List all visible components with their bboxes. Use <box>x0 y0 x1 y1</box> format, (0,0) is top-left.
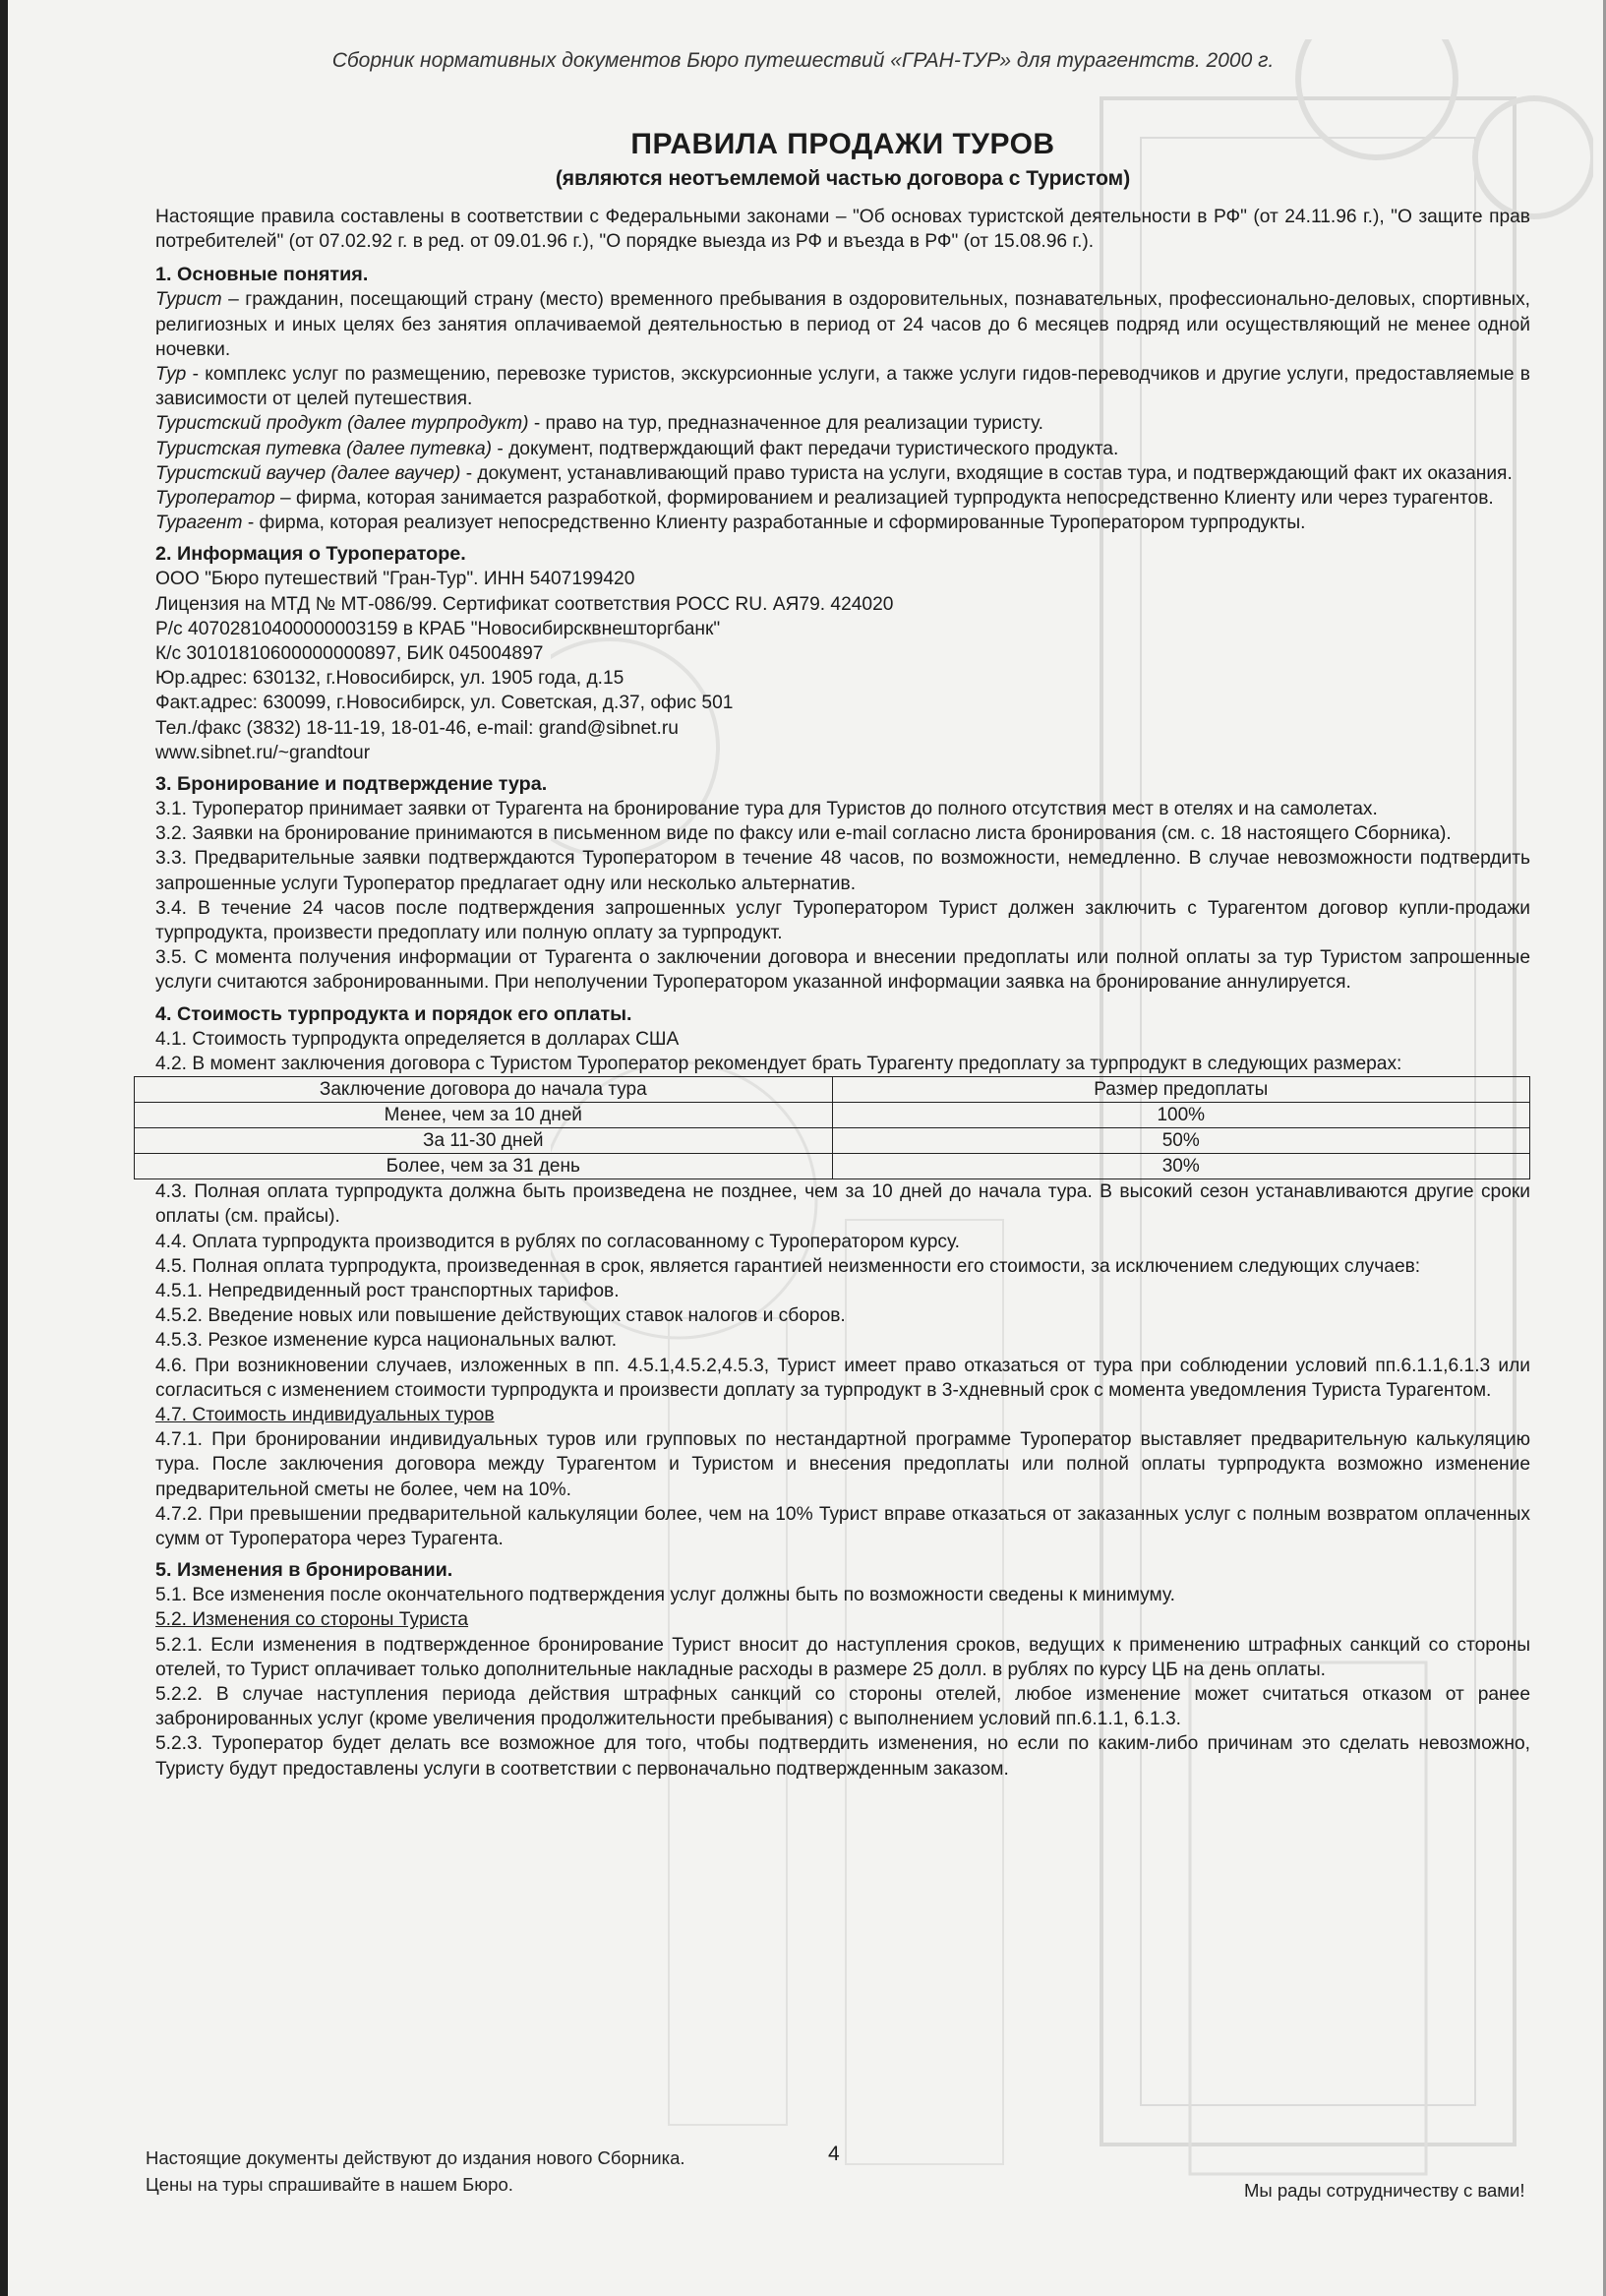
info-line: К/с 30101810600000000897, БИК 045004897 <box>155 643 544 665</box>
clause: 3.4. В течение 24 часов после подтверждения запрошенных услуг Туроператором Турист должен заключить с Турагентом договор купли-продажи турпродукта, произвести предоплату или полную оплату за турпродукт. <box>155 897 1530 944</box>
table-cell: За 11-30 дней <box>135 1128 833 1154</box>
section-title: 3. Бронирование и подтверждение тура. <box>155 773 548 796</box>
info-line: Лицензия на МТД № МТ-086/99. Сертификат соответствия РОСС RU. АЯ79. 424020 <box>155 593 894 615</box>
definition-tur <box>155 362 1530 411</box>
table-header-cell: Заключение договора до начала тура <box>135 1077 833 1103</box>
table-header-row <box>135 1077 1530 1103</box>
definition-text: – фирма, которая занимается разработкой, формированием и реализацией турпродукта непосредственно Клиенту или через турагентов. <box>274 488 1494 510</box>
definition-putevka <box>155 437 1530 461</box>
term: Турист <box>155 289 222 311</box>
clause: 4.5.3. Резкое изменение курса национальных валют. <box>155 1330 618 1352</box>
term: Туроператор <box>155 488 275 510</box>
table-header-cell: Размер предоплаты <box>832 1077 1530 1103</box>
clause: 4.5.2. Введение новых или повышение действующих ставок налогов и сборов. <box>155 1305 846 1327</box>
term: Туристский ваучер (далее ваучер) <box>155 462 461 484</box>
clause: 3.5. С момента получения информации от Турагента о заключении договора и внесении предоплаты или полной оплаты за тур Туристом запрошенные услуги считаются забронированными. При неполучении Туроператором указанной информации заявка на бронирование аннулируется. <box>155 947 1530 994</box>
info-line: ООО "Бюро путешествий "Гран-Тур". ИНН 5407199420 <box>155 569 635 590</box>
table-cell: Менее, чем за 10 дней <box>135 1103 833 1128</box>
clause: 5.1. Все изменения после окончательного подтверждения услуг должны быть по возможности сведены к минимуму. <box>155 1585 1175 1606</box>
footer-line: Настоящие документы действуют до издания нового Сборника. <box>146 2147 685 2168</box>
clause: 4.5.1. Непредвиденный рост транспортных тарифов. <box>155 1280 620 1301</box>
info-line: Факт.адрес: 630099, г.Новосибирск, ул. Советская, д.37, офис 501 <box>155 693 734 714</box>
clause: 4.7.1. При бронировании индивидуальных туров или групповых по нестандартной программе Туроператор выставляет предварительную калькуляцию тура. После заключения договора между Турагентом и Туристом и внесения предоплаты или полной оплаты турпродукта возможно изменение предварительной сметы не более, чем на 10%. <box>155 1429 1530 1500</box>
prepayment-table <box>134 1076 1530 1179</box>
clause: 4.1. Стоимость турпродукта определяется в долларах США <box>155 1028 680 1050</box>
section-changes <box>155 1557 1530 1782</box>
section-title: 2. Информация о Туроператоре. <box>155 543 466 566</box>
definition-text: - документ, устанавливающий право туриста на услуги, входящие в состав тура, и подтверждающий факт их оказания. <box>460 462 1513 484</box>
info-line: Юр.адрес: 630132, г.Новосибирск, ул. 1905 года, д.15 <box>155 668 625 690</box>
clause: 3.1. Туроператор принимает заявки от Турагента на бронирование тура для Туристов до полного отсутствия мест в отелях и на самолетах. <box>155 799 1378 820</box>
table-cell: Более, чем за 31 день <box>135 1154 833 1179</box>
term: Тур <box>155 364 187 386</box>
clause: 4.5. Полная оплата турпродукта, произведенная в срок, является гарантией неизменности его стоимости, за исключением следующих случаев: <box>155 1255 1421 1277</box>
section-basic-terms <box>155 262 1530 535</box>
definition-text: - право на тур, предназначенное для реализации туристу. <box>528 413 1043 435</box>
page-header: Сборник нормативных документов Бюро путешествий «ГРАН-ТУР» для турагентств. 2000 г. <box>331 49 1275 72</box>
clause: 4.3. Полная оплата турпродукта должна быть произведена не позднее, чем за 10 дней до начала тура. В высокий сезон устанавливаются другие сроки оплаты (см. прайсы). <box>155 1181 1530 1228</box>
clause: 5.2.1. Если изменения в подтвержденное бронирование Турист вносит до наступления сроков, ведущих к применению штрафных санкций со стороны отелей, то Турист оплачивает только дополнительные накладные расходы в размере 25 долл. в рублях по курсу ЦБ на день оплаты. <box>155 1634 1530 1680</box>
section-title: 4. Стоимость турпродукта и порядок его оплаты. <box>155 1002 632 1025</box>
table-cell: 100% <box>832 1103 1530 1128</box>
clause: 5.2.2. В случае наступления периода действия штрафных санкций со стороны отелей, любое изменение может считаться отказом от ранее забронированных услуг (кроме увеличения продолжительности пребывания) с выполнением условий пп.6.1.1, 6.1.3. <box>155 1683 1530 1730</box>
section-title: 5. Изменения в бронировании. <box>155 1559 453 1582</box>
term: Туристская путевка (далее путевка) <box>155 438 493 459</box>
website-link[interactable]: www.sibnet.ru/~grandtour <box>155 742 371 763</box>
definition-text: - документ, подтверждающий факт передачи туристического продукта. <box>492 438 1119 459</box>
clause: 3.3. Предварительные заявки подтверждаются Туроператором в течение 48 часов, по возможности, немедленно. В случае невозможности подтвердить запрошенные услуги Туроператор предлагает одну или несколько альтернатив. <box>155 848 1530 894</box>
table-row <box>135 1103 1530 1128</box>
definition-agent <box>155 511 1530 535</box>
definition-text: - фирма, которая реализует непосредственно Клиенту разработанные и сформированные Туроператором турпродукты. <box>242 513 1306 534</box>
document-title: ПРАВИЛА ПРОДАЖИ ТУРОВ <box>630 128 1055 160</box>
subsection-title: 5.2. Изменения со стороны Туриста <box>155 1609 469 1631</box>
page-edge-shadow <box>0 0 8 2296</box>
term: Туристский продукт (далее турпродукт) <box>155 413 529 435</box>
definition-product <box>155 411 1530 436</box>
clause: 4.6. При возникновении случаев, изложенных в пп. 4.5.1,4.5.2,4.5.3, Турист имеет право отказаться от тура при соблюдении условий пп.6.1.1,6.1.3 или согласиться с изменением стоимости турпродукта и произвести доплату за турпродукт в 3-хдневный срок с момента уведомления Туриста Турагентом. <box>155 1355 1530 1401</box>
document-subtitle: (являются неотъемлемой частью договора с Туристом) <box>555 167 1131 190</box>
table-row <box>135 1154 1530 1179</box>
definition-text: – гражданин, посещающий страну (место) временного пребывания в оздоровительных, познавательных, профессионально-деловых, спортивных, религиозных и иных целях без занятия оплачиваемой деятельностью в период от 24 часов до 6 месяцев подряд или осуществляющий не менее одной ночевки. <box>155 289 1530 360</box>
intro-paragraph: Настоящие правила составлены в соответствии с Федеральными законами – "Об основах туристской деятельности в РФ" (от 24.11.96 г.), "О защите прав потребителей" (от 07.02.92 г. в ред. от 09.01.96 г.), "О порядке выезда из РФ и въезда в РФ" (от 15.08.96 г.). <box>155 207 1530 253</box>
section-booking <box>155 771 1530 996</box>
document-body <box>155 128 1530 1782</box>
clause: 5.2.3. Туроператор будет делать все возможное для того, чтобы подтвердить изменения, но если по каким-либо причинам это сделать невозможно, Туристу будут предоставлены услуги в соответствии с первоначально подтвержденным заказом. <box>155 1733 1530 1780</box>
definition-voucher <box>155 461 1530 486</box>
table-cell: 50% <box>832 1128 1530 1154</box>
footer-slogan: Мы рады сотрудничеству с вами! <box>1244 2180 1525 2201</box>
section-operator-info <box>155 541 1530 765</box>
clause: 3.2. Заявки на бронирование принимаются в письменном виде по факсу или e-mail согласно листа бронирования (см. с. 18 настоящего Сборника). <box>155 823 1452 845</box>
page-number: 4 <box>828 2143 840 2165</box>
section-payment <box>155 1001 1530 1551</box>
definition-operator <box>155 486 1530 511</box>
clause: 4.2. В момент заключения договора с Туристом Туроператор рекомендует брать Турагенту предоплату за турпродукт в следующих размерах: <box>155 1053 1402 1074</box>
footer-line: Цены на туры спрашивайте в нашем Бюро. <box>146 2174 513 2195</box>
footer-notes <box>146 2145 685 2198</box>
term: Турагент <box>155 513 243 534</box>
subsection-title: 4.7. Стоимость индивидуальных туров <box>155 1404 495 1425</box>
info-line: Р/с 40702810400000003159 в КРАБ "Новосибирсквнешторгбанк" <box>155 618 721 639</box>
section-title: 1. Основные понятия. <box>155 264 369 286</box>
definition-text: - комплекс услуг по размещению, перевозке туристов, экскурсионные услуги, а также услуги гидов-переводчиков и другие услуги, предоставляемые в зависимости от целей путешествия. <box>155 364 1530 410</box>
definition-turist <box>155 287 1530 362</box>
table-row <box>135 1128 1530 1154</box>
clause: 4.7.2. При превышении предварительной калькуляции более, чем на 10% Турист вправе отказаться от заказанных услуг с полным возвратом оплаченных сумм от Туроператора через Турагента. <box>155 1503 1530 1549</box>
clause: 4.4. Оплата турпродукта производится в рублях по согласованному с Туроператором курсу. <box>155 1231 960 1252</box>
table-cell: 30% <box>832 1154 1530 1179</box>
info-line: Тел./факс (3832) 18-11-19, 18-01-46, e-mail: grand@sibnet.ru <box>155 717 679 739</box>
